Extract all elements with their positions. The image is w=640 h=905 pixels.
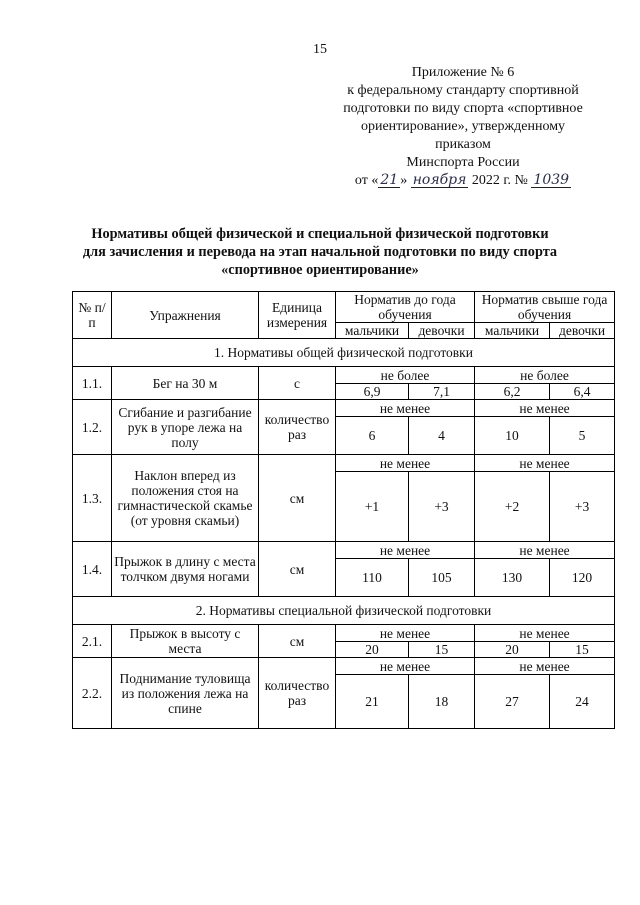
row-condition: не менее <box>336 400 475 417</box>
document-title <box>40 225 600 279</box>
header-boys: мальчики <box>336 323 409 339</box>
section-title: 2. Нормативы специальной физической подготовки <box>73 597 615 625</box>
header-boys: мальчики <box>475 323 550 339</box>
row-num: 2.2. <box>73 658 112 729</box>
row-unit: см <box>259 542 336 597</box>
value-cell: 110 <box>336 559 409 597</box>
value-cell: +2 <box>475 472 550 542</box>
value-cell: 20 <box>475 642 550 658</box>
value-cell: 130 <box>475 559 550 597</box>
header-girls: девочки <box>550 323 615 339</box>
table-row <box>73 455 615 472</box>
value-cell: 27 <box>475 675 550 729</box>
row-condition: не менее <box>336 625 475 642</box>
value-cell: 21 <box>336 675 409 729</box>
date-prefix: от « <box>354 173 379 188</box>
order-date-line <box>318 172 608 190</box>
row-num: 2.1. <box>73 625 112 658</box>
title-line: для зачисления и перевода на этап начальной подготовки по виду спорта <box>82 244 558 260</box>
row-unit: количество раз <box>259 400 336 455</box>
handwritten-order-number: 1039 <box>533 172 570 188</box>
row-unit: см <box>259 625 336 658</box>
row-condition: не менее <box>475 542 615 559</box>
appendix-line: Приложение № 6 <box>411 65 515 80</box>
table-row <box>73 367 615 384</box>
table-row <box>73 625 615 642</box>
page-number: 15 <box>313 42 327 57</box>
row-num: 1.4. <box>73 542 112 597</box>
appendix-line: ориентирование», утвержденному <box>360 119 566 134</box>
handwritten-day: 21 <box>380 172 399 188</box>
value-cell: 120 <box>550 559 615 597</box>
section-row <box>73 339 615 367</box>
row-exercise: Сгибание и разгибание рук в упоре лежа на полу <box>112 400 259 455</box>
value-cell: 6,2 <box>475 384 550 400</box>
value-cell: 6,9 <box>336 384 409 400</box>
header-norm-above-year: Норматив свыше года обучения <box>475 292 615 323</box>
row-condition: не менее <box>475 455 615 472</box>
row-exercise: Наклон вперед из положения стоя на гимнастической скамье (от уровня скамьи) <box>112 455 259 542</box>
header-row <box>73 292 615 323</box>
row-condition: не менее <box>336 658 475 675</box>
row-condition: не менее <box>475 625 615 642</box>
value-cell: 18 <box>409 675 475 729</box>
header-girls: девочки <box>409 323 475 339</box>
row-num: 1.1. <box>73 367 112 400</box>
standards-table <box>72 291 615 729</box>
row-unit: количество раз <box>259 658 336 729</box>
value-cell: 4 <box>409 417 475 455</box>
section-row <box>73 597 615 625</box>
value-cell: 15 <box>409 642 475 658</box>
row-exercise: Бег на 30 м <box>112 367 259 400</box>
table-row <box>73 658 615 675</box>
value-cell: 20 <box>336 642 409 658</box>
appendix-line: к федеральному стандарту спортивной <box>347 83 579 98</box>
value-cell: +1 <box>336 472 409 542</box>
value-cell: 15 <box>550 642 615 658</box>
row-exercise: Прыжок в длину с места толчком двумя ногами <box>112 542 259 597</box>
handwritten-month: ноября <box>412 172 467 188</box>
value-cell: 5 <box>550 417 615 455</box>
header-norm-first-year: Норматив до года обучения <box>336 292 475 323</box>
row-exercise: Поднимание туловища из положения лежа на спине <box>112 658 259 729</box>
row-exercise: Прыжок в высоту с места <box>112 625 259 658</box>
row-num: 1.2. <box>73 400 112 455</box>
date-mid: » <box>400 173 411 188</box>
appendix-line: подготовки по виду спорта «спортивное <box>343 101 583 116</box>
row-condition: не менее <box>475 400 615 417</box>
table-row <box>73 542 615 559</box>
value-cell: 7,1 <box>409 384 475 400</box>
row-unit: с <box>259 367 336 400</box>
title-line: «спортивное ориентирование» <box>221 262 419 278</box>
value-cell: +3 <box>550 472 615 542</box>
title-line: Нормативы общей физической и специальной физической подготовки <box>91 226 549 242</box>
value-cell: +3 <box>409 472 475 542</box>
row-num: 1.3. <box>73 455 112 542</box>
row-condition: не более <box>475 367 615 384</box>
header-exercise: Упражнения <box>112 292 259 339</box>
date-year: 2022 г. № <box>468 173 532 188</box>
value-cell: 10 <box>475 417 550 455</box>
appendix-line: Минспорта России <box>406 155 520 170</box>
row-unit: см <box>259 455 336 542</box>
value-cell: 24 <box>550 675 615 729</box>
row-condition: не менее <box>336 542 475 559</box>
section-title: 1. Нормативы общей физической подготовки <box>73 339 615 367</box>
value-cell: 6,4 <box>550 384 615 400</box>
row-condition: не менее <box>475 658 615 675</box>
value-cell: 6 <box>336 417 409 455</box>
value-cell: 105 <box>409 559 475 597</box>
header-num: № п/п <box>73 292 112 339</box>
header-unit: Единица измерения <box>259 292 336 339</box>
row-condition: не менее <box>336 455 475 472</box>
table-row <box>73 400 615 417</box>
appendix-block <box>318 64 608 190</box>
row-condition: не более <box>336 367 475 384</box>
appendix-line: приказом <box>435 137 491 152</box>
